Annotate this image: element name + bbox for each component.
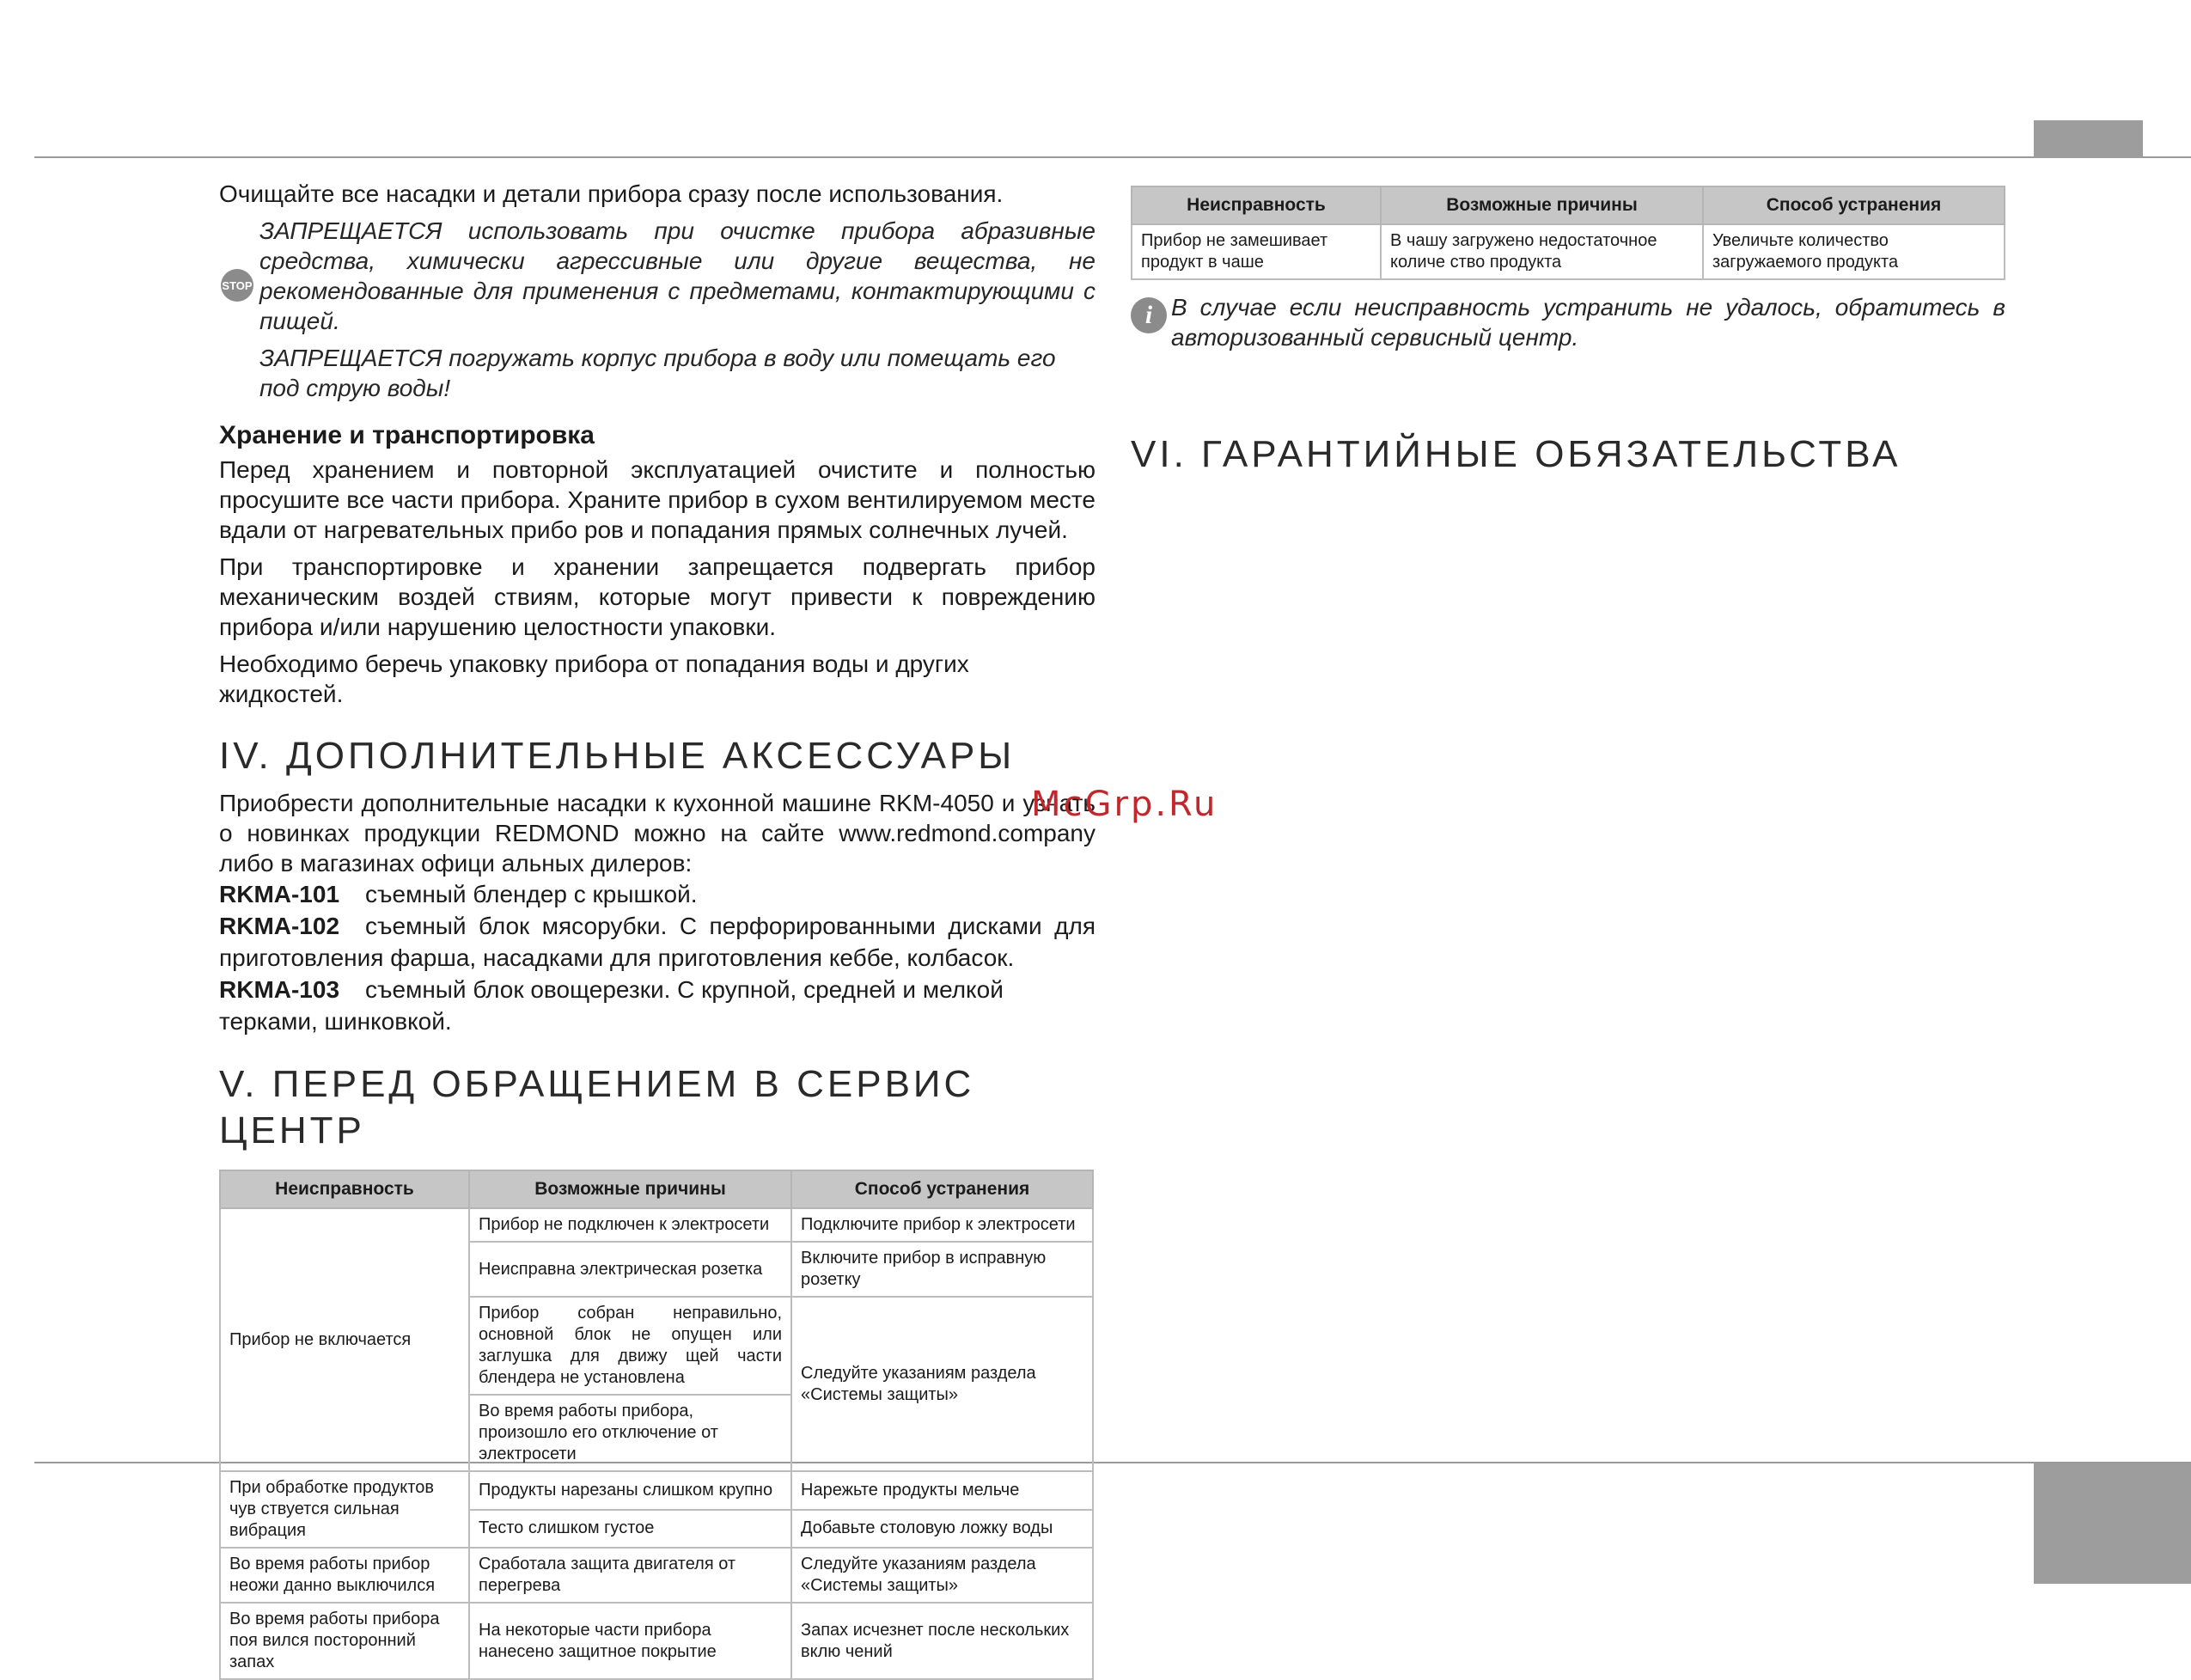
fix-cell: Увеличьте количество загружаемого продукта xyxy=(1703,224,2005,279)
accessory-code: RKMA-102 xyxy=(219,913,340,939)
troubleshooting-table-continued xyxy=(1131,186,2005,280)
table-row xyxy=(220,1208,1093,1242)
accessory-code: RKMA-101 xyxy=(219,881,340,907)
column-header: Неисправность xyxy=(220,1170,469,1208)
fix-cell: Следуйте указаниям раздела «Системы защиты» xyxy=(791,1297,1093,1471)
cause-cell: Прибор собран неправильно, основной блок не опущен или заглушка для движу щей части блендера не установлена xyxy=(469,1297,791,1395)
accessory-item xyxy=(219,910,1096,974)
cause-cell: Тесто слишком густое xyxy=(469,1510,791,1549)
accessories-intro: Приобрести дополнительные насадки к кухонной машине RKM-4050 и узнать о новинках продукции REDMOND можно на сайте www.redmond.company либо в магазинах офици альных дилеров: xyxy=(219,790,1096,877)
fix-cell: Следуйте указаниям раздела «Системы защиты» xyxy=(791,1548,1093,1603)
fault-cell: Прибор не замешивает продукт в чаше xyxy=(1132,224,1381,279)
accessory-description: съемный блок мясорубки. С перфорированными дисками для приготовления фарша, насадками для приготовления кеббе, колбасок. xyxy=(219,913,1096,971)
fix-cell: Добавьте столовую ложку воды xyxy=(791,1510,1093,1549)
troubleshooting-table xyxy=(219,1170,1094,1680)
info-icon: i xyxy=(1131,297,1167,333)
right-column xyxy=(1131,186,2005,486)
fix-cell: Запах исчезнет после нескольких вклю чений xyxy=(791,1603,1093,1679)
stop-icon: STOP xyxy=(221,269,253,302)
table-row xyxy=(220,1471,1093,1510)
storage-paragraph-2: При транспортировке и хранении запрещается подвергать прибор механическим воздей ствиям, которые могут привести к повреждению прибора и/или нарушению целостности упаковки. xyxy=(219,553,1096,640)
section-5-title: V. ПЕРЕД ОБРАЩЕНИЕМ В СЕРВИС ЦЕНТР xyxy=(219,1063,975,1152)
storage-heading: Хранение и транспортировка xyxy=(219,421,595,449)
fix-cell: Подключите прибор к электросети xyxy=(791,1208,1093,1242)
column-header: Неисправность xyxy=(1132,186,1381,224)
cause-cell: Продукты нарезаны слишком крупно xyxy=(469,1471,791,1510)
cause-cell: Сработала защита двигателя от перегрева xyxy=(469,1548,791,1603)
service-note-text: В случае если неисправность устранить не удалось, обратитесь в авторизованный сервисный центр. xyxy=(1171,294,2005,351)
fault-cell: Во время работы прибор неожи данно выключился xyxy=(220,1548,469,1603)
table-header-row xyxy=(220,1170,1093,1208)
warning-water: ЗАПРЕЩАЕТСЯ погружать корпус прибора в воду или помещать его под струю воды! xyxy=(259,345,1056,401)
column-header: Возможные причины xyxy=(469,1170,791,1208)
top-rule xyxy=(34,156,2191,158)
column-header: Способ устранения xyxy=(1703,186,2005,224)
fix-cell: Нарежьте продукты мельче xyxy=(791,1471,1093,1510)
accessory-description: съемный блок овощерезки. С крупной, средней и мелкой терками, шинковкой. xyxy=(219,976,1004,1035)
accessory-code: RKMA-103 xyxy=(219,976,340,1003)
column-header: Способ устранения xyxy=(791,1170,1093,1208)
service-note xyxy=(1131,292,2005,352)
storage-paragraph-1: Перед хранением и повторной эксплуатацией очистите и полностью просушите все части прибора. Храните прибор в сухом вентилируемом месте вдали от нагревательных прибо ров и попадания прямых солнечных лучей. xyxy=(219,456,1096,543)
cleaning-intro: Очищайте все насадки и детали прибора сразу после использования. xyxy=(219,180,1004,207)
accessory-description: съемный блендер с крышкой. xyxy=(365,881,698,907)
table-row xyxy=(1132,224,2005,279)
cause-cell: В чашу загружено недостаточное количе ство продукта xyxy=(1381,224,1703,279)
column-header: Возможные причины xyxy=(1381,186,1703,224)
table-row xyxy=(220,1548,1093,1603)
accessory-item xyxy=(219,878,1096,910)
warning-abrasives: ЗАПРЕЩАЕТСЯ использовать при очистке прибора абразивные средства, химически агрессивные или другие вещества, не рекомендованные для применения с предметами, контактирующими с пищей. xyxy=(259,217,1096,334)
cause-cell: Во время работы прибора, произошло его отключение от электросети xyxy=(469,1395,791,1471)
cleaning-warnings xyxy=(219,216,1096,403)
top-page-tab xyxy=(2034,120,2143,158)
left-column xyxy=(219,179,1096,1680)
fix-cell: Включите прибор в исправную розетку xyxy=(791,1242,1093,1297)
cause-cell: Неисправна электрическая розетка xyxy=(469,1242,791,1297)
accessory-item xyxy=(219,974,1096,1037)
fault-cell: При обработке продуктов чув ствуется сильная вибрация xyxy=(220,1471,469,1548)
bottom-page-tab xyxy=(2034,1463,2191,1584)
section-6-title: VI. ГАРАНТИЙНЫЕ ОБЯЗАТЕЛЬСТВА xyxy=(1131,433,1901,475)
storage-paragraph-3: Необходимо беречь упаковку прибора от попадания воды и других жидкостей. xyxy=(219,651,969,707)
fault-cell: Прибор не включается xyxy=(220,1208,469,1471)
fault-cell: Во время работы прибора поя вился посторонний запах xyxy=(220,1603,469,1679)
cause-cell: На некоторые части прибора нанесено защитное покрытие xyxy=(469,1603,791,1679)
cause-cell: Прибор не подключен к электросети xyxy=(469,1208,791,1242)
section-4-title: IV. ДОПОЛНИТЕЛЬНЫЕ АКСЕССУАРЫ xyxy=(219,735,1016,777)
table-header-row xyxy=(1132,186,2005,224)
watermark: McGrp.Ru xyxy=(1031,785,1218,824)
table-row xyxy=(220,1603,1093,1679)
